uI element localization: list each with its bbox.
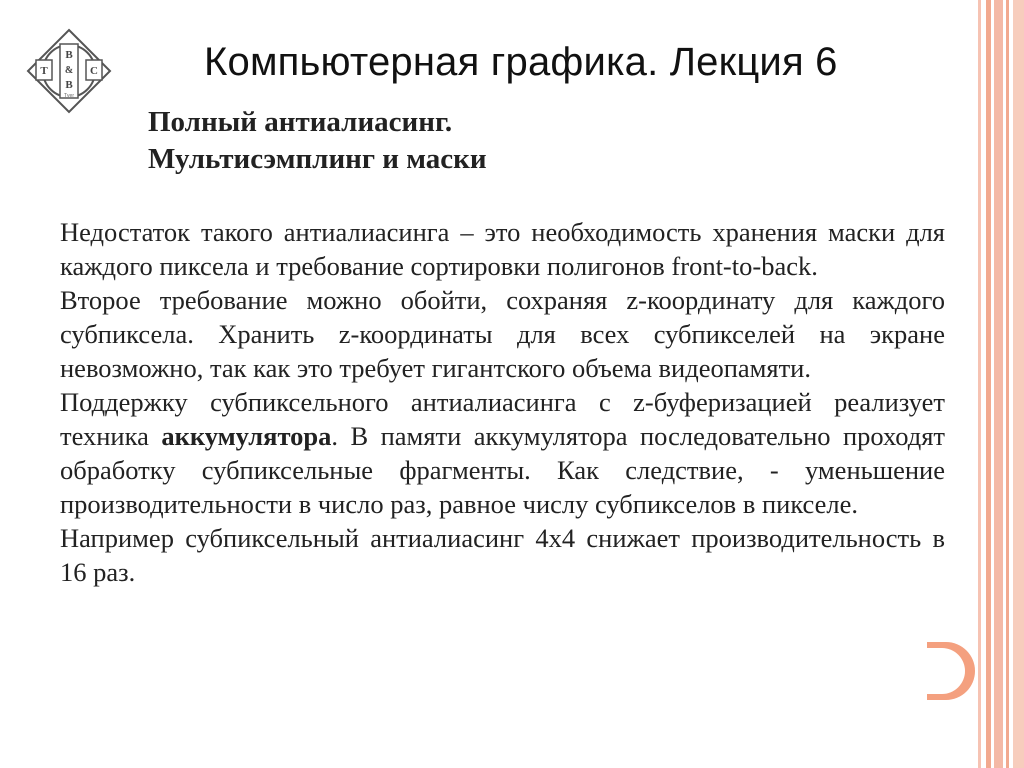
slide-subtitle bbox=[148, 104, 487, 178]
decorative-stripe bbox=[978, 0, 981, 768]
decorative-stripe bbox=[1006, 0, 1009, 768]
logo-letter-amp: & bbox=[64, 65, 74, 76]
paragraph-4: Например субпиксельный антиалиасинг 4х4 снижает производительность в 16 раз. bbox=[60, 523, 945, 587]
subtitle-line-2: Мультисэмплинг и маски bbox=[148, 143, 487, 175]
slide-body bbox=[60, 215, 945, 589]
paragraph-3 bbox=[60, 385, 945, 521]
decorative-stripe bbox=[986, 0, 991, 768]
logo-letter-b2: B bbox=[65, 79, 73, 91]
logo-letter-b1: B bbox=[65, 49, 73, 61]
university-logo bbox=[26, 28, 112, 114]
logo-bottom-text: Tver bbox=[64, 93, 74, 99]
paragraph-1: Недостаток такого антиалиасинга – это необходимость хранения маски для каждого пиксела и требование сортировки полигонов front-to-back. bbox=[60, 217, 945, 281]
subtitle-line-1: Полный антиалиасинг. bbox=[148, 106, 453, 138]
logo-emblem-icon bbox=[26, 28, 112, 114]
decorative-stripe bbox=[994, 0, 1003, 768]
page-title: Компьютерная графика. Лекция 6 bbox=[204, 40, 838, 84]
paragraph-3-start: Поддержку субпиксельного антиалиасинга с z-буферизацией реализует техника bbox=[60, 387, 945, 451]
accumulator-term: аккумулятора bbox=[161, 421, 332, 451]
paragraph-2: Второе требование можно обойти, сохраняя z-координату для каждого субпиксела. Хранить z-координаты для всех субпикселей на экране невозможно, так как это требует гигантского объема видеопамяти. bbox=[60, 285, 945, 383]
logo-letter-t: T bbox=[40, 65, 48, 77]
paragraph-3-end: . В памяти аккумулятора последовательно проходят обработку субпиксельные фрагменты. Как следствие, - уменьшение производительности в число раз, равное числу субпикселов в пикселе. bbox=[60, 421, 946, 519]
decorative-stripe bbox=[1013, 0, 1024, 768]
logo-letter-c: C bbox=[90, 65, 98, 77]
